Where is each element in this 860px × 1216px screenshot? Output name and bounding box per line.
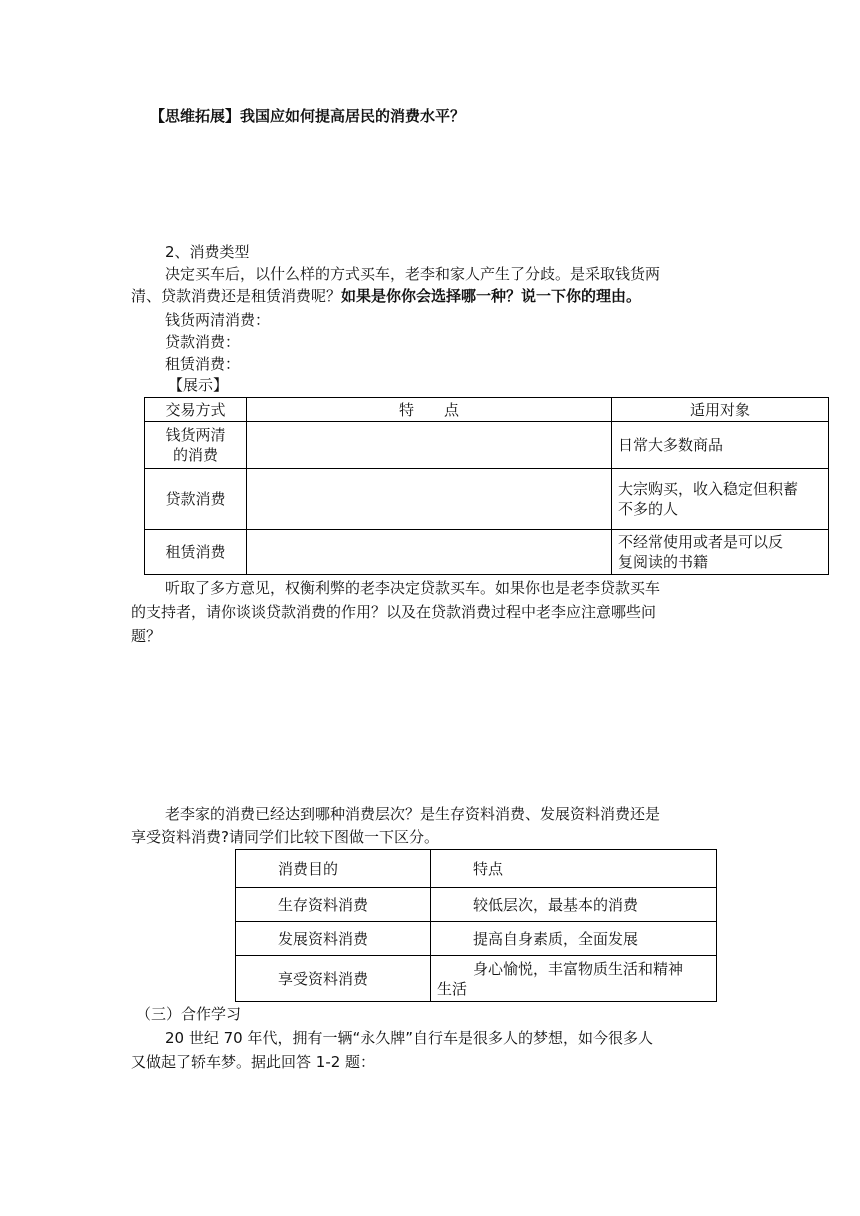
table-row	[236, 922, 717, 956]
table-header: 特 点	[247, 398, 612, 422]
table-cell-method: 贷款消费	[145, 469, 247, 530]
coop-line2: 又做起了轿车梦。据此回答 1-2 题：	[131, 1053, 376, 1071]
table-row	[236, 956, 717, 1002]
table-header-row	[145, 398, 829, 422]
table-header-row	[236, 850, 717, 888]
table-header: 交易方式	[145, 398, 247, 422]
section2-para-line2-bold: 如果是你你会选择哪一种？说一下你的理由。	[341, 287, 642, 305]
table-cell-feature: 身心愉悦，丰富物质生活和精神 生活	[431, 956, 717, 1002]
table-cell-feature: 较低层次，最基本的消费	[431, 888, 717, 922]
table-header: 适用对象	[612, 398, 829, 422]
section2-para-line1: 决定买车后，以什么样的方式买车，老李和家人产生了分歧。是采取钱货两	[165, 265, 661, 283]
section2-item2: 贷款消费：	[165, 333, 241, 351]
table-row	[236, 888, 717, 922]
table-header: 消费目的	[236, 850, 431, 888]
section2-para-line2	[131, 286, 641, 306]
section2-heading: 2、消费类型	[165, 243, 250, 261]
table-row	[145, 422, 829, 469]
loan-para-line2: 的支持者，请你谈谈贷款消费的作用？以及在贷款消费过程中老李应注意哪些问	[131, 603, 657, 621]
loan-para-line3: 题？	[131, 627, 162, 645]
section2-item3: 租赁消费：	[165, 355, 241, 373]
table-cell-target: 不经常使用或者是可以反 复阅读的书籍	[612, 530, 829, 575]
section2-item1: 钱货两清消费：	[165, 311, 271, 329]
show-label: 【展示】	[168, 376, 229, 394]
level-para-line1: 老李家的消费已经达到哪种消费层次？是生存资料消费、发展资料消费还是	[165, 805, 661, 823]
table-row	[145, 530, 829, 575]
table-cell-target: 日常大多数商品	[612, 422, 829, 469]
consumption-level-table	[235, 849, 717, 1002]
table-cell-feature	[247, 530, 612, 575]
table-row	[145, 469, 829, 530]
level-para-line2: 享受资料消费?请同学们比较下图做一下区分。	[131, 828, 439, 846]
coop-line1: 20 世纪 70 年代，拥有一辆“永久牌”自行车是很多人的梦想，如今很多人	[165, 1029, 654, 1047]
table-cell-purpose: 生存资料消费	[236, 888, 431, 922]
table-cell-purpose: 享受资料消费	[236, 956, 431, 1002]
coop-heading: （三）合作学习	[136, 1005, 242, 1023]
table-cell-feature: 提高自身素质，全面发展	[431, 922, 717, 956]
table-cell-feature	[247, 422, 612, 469]
think-expand-label: 【思维拓展】	[150, 107, 241, 125]
table-cell-feature	[247, 469, 612, 530]
table-cell-method: 钱货两清 的消费	[145, 422, 247, 469]
table-cell-purpose: 发展资料消费	[236, 922, 431, 956]
table-cell-target: 大宗购买，收入稳定但积蓄 不多的人	[612, 469, 829, 530]
think-expand-question: 我国应如何提高居民的消费水平？	[240, 107, 466, 125]
loan-para-line1: 听取了多方意见，权衡利弊的老李决定贷款买车。如果你也是老李贷款买车	[165, 579, 661, 597]
table-header: 特点	[431, 850, 717, 888]
trade-method-table	[144, 397, 829, 575]
table-cell-method: 租赁消费	[145, 530, 247, 575]
think-expand	[150, 106, 465, 126]
section2-para-line2-normal: 清、贷款消费还是租赁消费呢？	[131, 287, 342, 305]
